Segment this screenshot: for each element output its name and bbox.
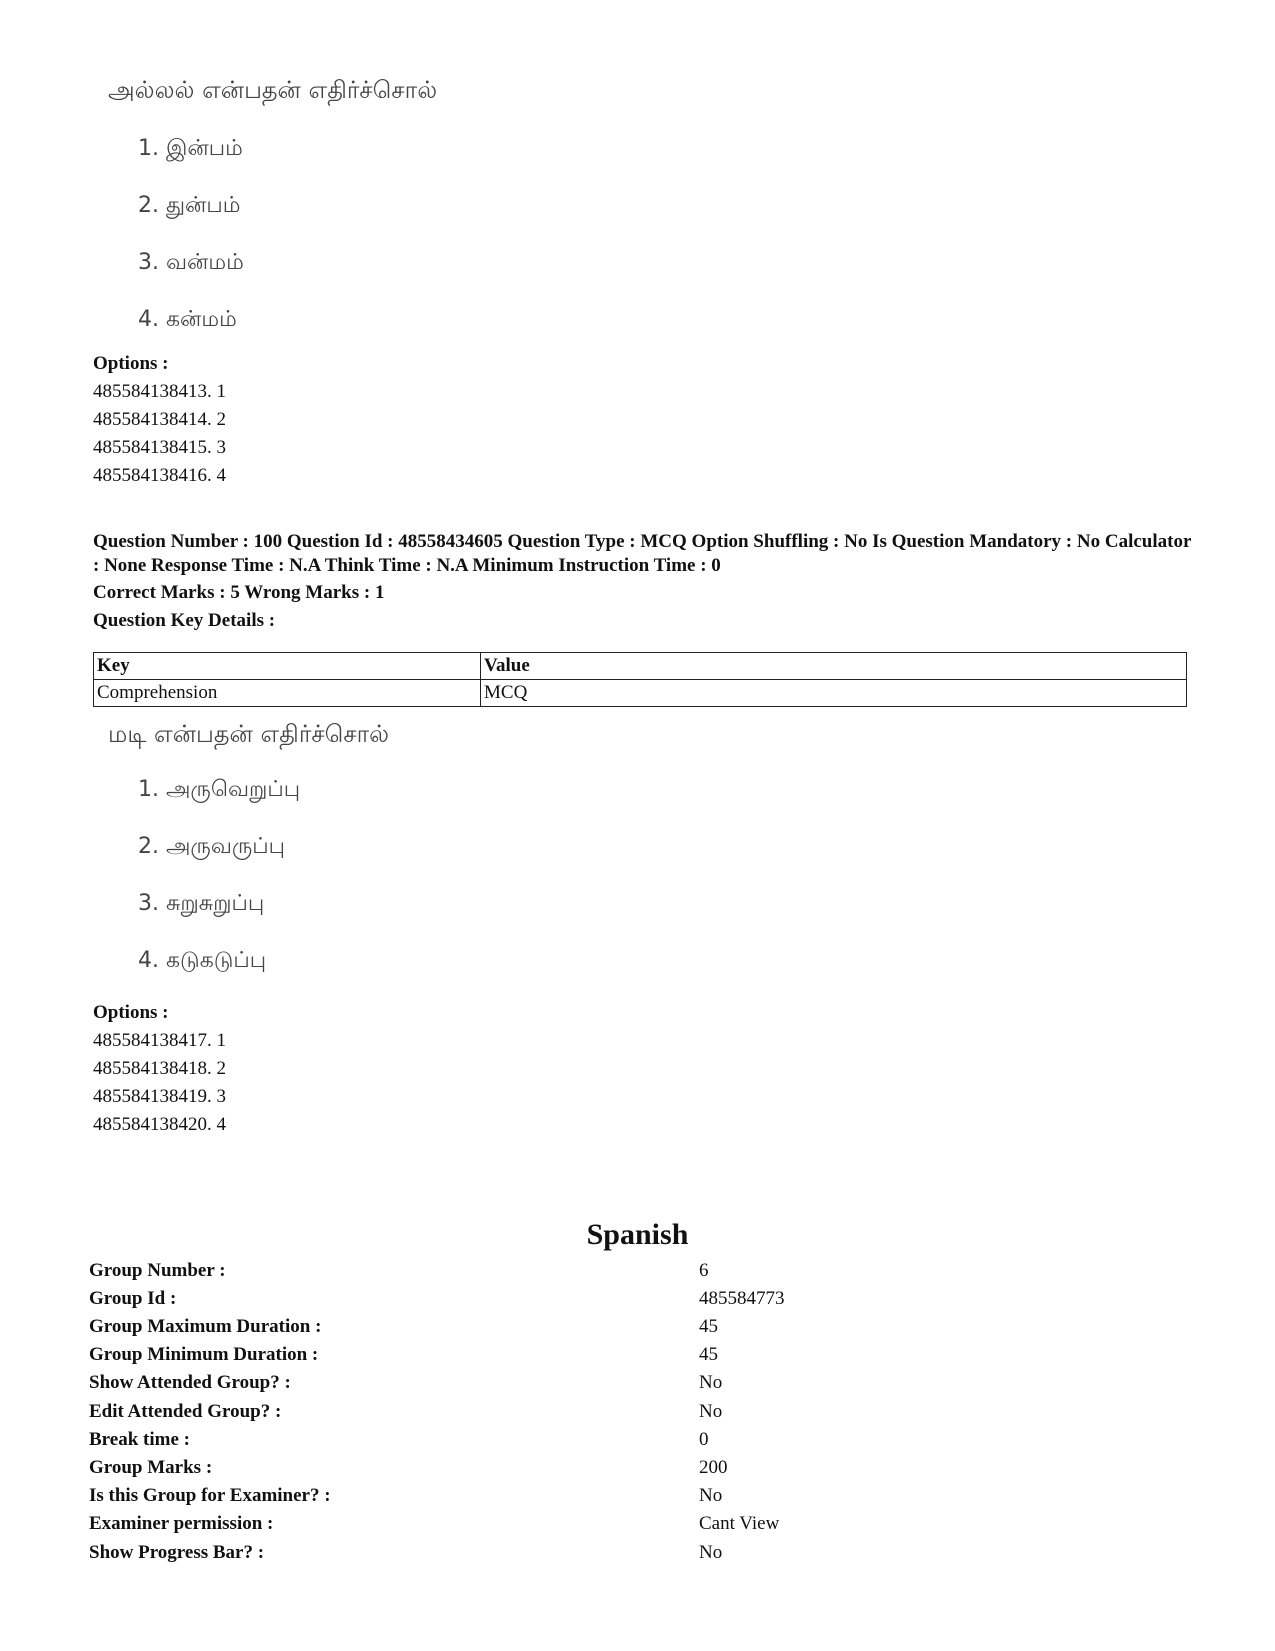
- group-value: 6: [699, 1260, 709, 1281]
- option-id: 485584138415. 3: [93, 437, 226, 458]
- group-value: 485584773: [699, 1288, 785, 1309]
- group-key: Group Minimum Duration :: [89, 1344, 319, 1365]
- group-row: [89, 1542, 1189, 1570]
- question-stem: அல்லல் என்பதன் எதிர்ச்சொல்: [108, 76, 438, 104]
- group-value: No: [699, 1542, 723, 1563]
- table-row: [94, 680, 1187, 707]
- group-row: [89, 1429, 1189, 1457]
- question-image-2: [108, 720, 708, 990]
- choice-4: 4. கன்மம்: [138, 307, 237, 332]
- group-row: [89, 1344, 1189, 1372]
- group-key: Edit Attended Group? :: [89, 1401, 282, 1422]
- group-key: Group Number :: [89, 1260, 226, 1281]
- option-id: 485584138417. 1: [93, 1030, 226, 1051]
- group-value: Cant View: [699, 1513, 780, 1534]
- question-stem: மடி என்பதன் எதிர்ச்சொல்: [108, 720, 390, 748]
- group-key: Group Maximum Duration :: [89, 1316, 322, 1337]
- options-label: Options :: [93, 1002, 169, 1023]
- choice-3: 3. வன்மம்: [138, 250, 244, 275]
- group-value: No: [699, 1401, 723, 1422]
- group-key: Is this Group for Examiner? :: [89, 1485, 331, 1506]
- option-id: 485584138413. 1: [93, 381, 226, 402]
- group-row: [89, 1485, 1189, 1513]
- group-key: Show Progress Bar? :: [89, 1542, 265, 1563]
- group-value: No: [699, 1372, 723, 1393]
- group-value: 0: [699, 1429, 709, 1450]
- table-header: Value: [481, 653, 1187, 680]
- table-header-row: [94, 653, 1187, 680]
- group-row: [89, 1401, 1189, 1429]
- group-row: [89, 1260, 1189, 1288]
- table-cell: MCQ: [481, 680, 1187, 707]
- choice-3: 3. சுறுசுறுப்பு: [138, 891, 265, 916]
- group-row: [89, 1372, 1189, 1400]
- group-value: 45: [699, 1344, 718, 1365]
- group-key: Group Id :: [89, 1288, 177, 1309]
- option-id: 485584138416. 4: [93, 465, 226, 486]
- options-label: Options :: [93, 353, 169, 374]
- group-key: Break time :: [89, 1429, 190, 1450]
- group-row: [89, 1457, 1189, 1485]
- marks-line: Correct Marks : 5 Wrong Marks : 1: [93, 582, 385, 603]
- group-key: Examiner permission :: [89, 1513, 274, 1534]
- option-id: 485584138419. 3: [93, 1086, 226, 1107]
- group-row: [89, 1288, 1189, 1316]
- group-value: 200: [699, 1457, 728, 1478]
- choice-4: 4. கடுகடுப்பு: [138, 948, 267, 973]
- choice-1: 1. இன்பம்: [138, 136, 243, 161]
- group-row: [89, 1513, 1189, 1541]
- question-key-table: [93, 652, 1187, 707]
- group-value: 45: [699, 1316, 718, 1337]
- group-key: Group Marks :: [89, 1457, 213, 1478]
- choice-2: 2. அருவருப்பு: [138, 834, 286, 859]
- choice-1: 1. அருவெறுப்பு: [138, 777, 301, 802]
- question-meta: Question Number : 100 Question Id : 48558434605 Question Type : MCQ Option Shuffling : No Is Question Mandatory : No Calculator : None Response Time : N.A Think Time : N.A Minimum Instruction Time : 0: [93, 531, 1192, 576]
- table-header: Key: [94, 653, 481, 680]
- option-id: 485584138418. 2: [93, 1058, 226, 1079]
- group-value: No: [699, 1485, 723, 1506]
- option-id: 485584138414. 2: [93, 409, 226, 430]
- group-key: Show Attended Group? :: [89, 1372, 291, 1393]
- option-id: 485584138420. 4: [93, 1114, 226, 1135]
- group-row: [89, 1316, 1189, 1344]
- question-image-1: [108, 76, 708, 346]
- key-details-label: Question Key Details :: [93, 610, 276, 631]
- table-cell: Comprehension: [94, 680, 481, 707]
- choice-2: 2. துன்பம்: [138, 193, 241, 218]
- section-title: Spanish: [586, 1218, 689, 1251]
